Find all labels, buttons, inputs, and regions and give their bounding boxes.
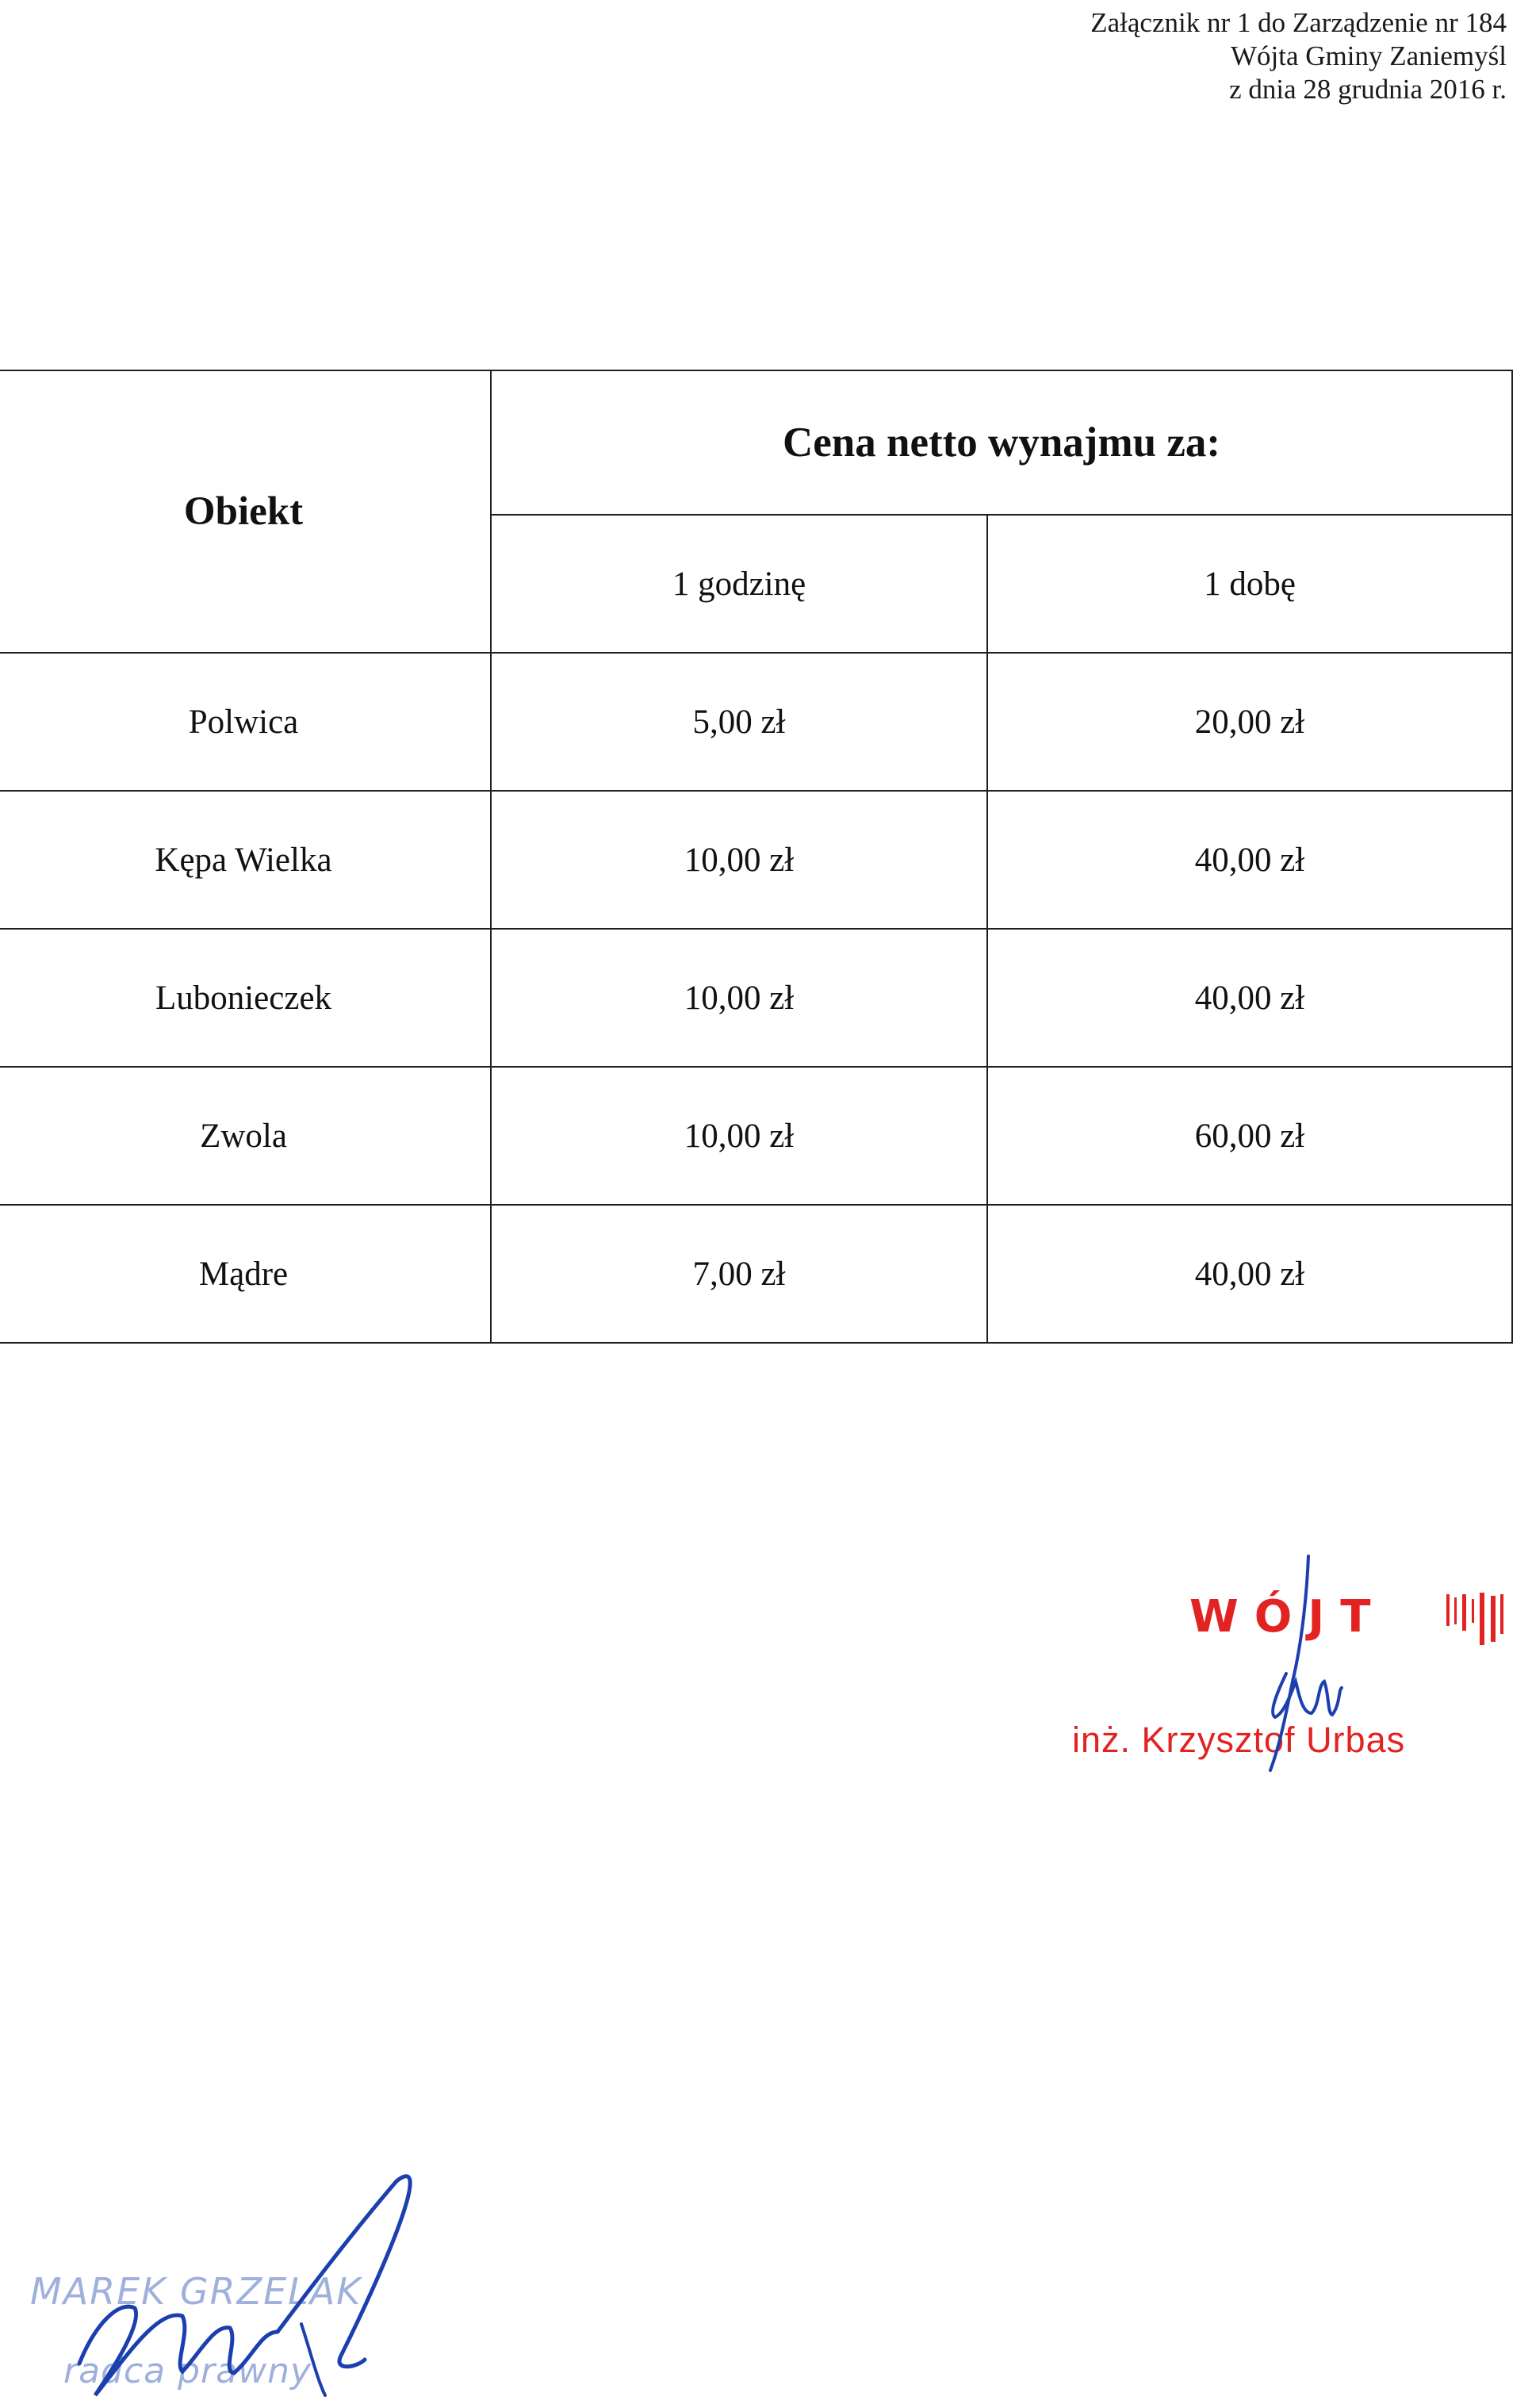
day-column-header: 1 dobę: [987, 515, 1512, 653]
object-column-header: Obiekt: [0, 370, 491, 653]
wojt-signature-icon: [1213, 1555, 1372, 1777]
object-cell: Mądre: [0, 1205, 491, 1343]
day-price-cell: 60,00 zł: [987, 1067, 1512, 1205]
header-line-3: z dnia 28 grudnia 2016 r.: [1229, 74, 1507, 105]
hour-price-cell: 10,00 zł: [491, 929, 987, 1067]
price-column-header: Cena netto wynajmu za:: [491, 370, 1512, 515]
table-row: [0, 929, 1512, 1067]
wojt-stamp-title: WÓJT: [1189, 1591, 1387, 1643]
table-row: [0, 1067, 1512, 1205]
hour-price-cell: 5,00 zł: [491, 653, 987, 791]
object-cell: Lubonieczek: [0, 929, 491, 1067]
object-cell: Kępa Wielka: [0, 791, 491, 929]
day-price-cell: 40,00 zł: [987, 791, 1512, 929]
stamp-marks-icon: [1445, 1591, 1508, 1662]
hour-column-header: 1 godzinę: [491, 515, 987, 653]
lawyer-signature-icon: [63, 2165, 476, 2403]
hour-price-cell: 10,00 zł: [491, 1067, 987, 1205]
hour-price-cell: 7,00 zł: [491, 1205, 987, 1343]
price-table: [0, 370, 1513, 1344]
wojt-stamp-name: inż. Krzysztof Urbas: [1072, 1720, 1406, 1760]
lawyer-stamp-role: radca prawny: [63, 2351, 312, 2391]
table-row: [0, 1205, 1512, 1343]
object-cell: Polwica: [0, 653, 491, 791]
table-row: [0, 653, 1512, 791]
table-row: [0, 791, 1512, 929]
object-cell: Zwola: [0, 1067, 491, 1205]
day-price-cell: 20,00 zł: [987, 653, 1512, 791]
day-price-cell: 40,00 zł: [987, 1205, 1512, 1343]
lawyer-stamp-name: MAREK GRZELAK: [30, 2270, 362, 2313]
attachment-header: [1090, 6, 1507, 106]
day-price-cell: 40,00 zł: [987, 929, 1512, 1067]
hour-price-cell: 10,00 zł: [491, 791, 987, 929]
header-line-1: Załącznik nr 1 do Zarządzenie nr 184: [1090, 7, 1507, 38]
header-line-2: Wójta Gminy Zaniemyśl: [1231, 40, 1507, 71]
